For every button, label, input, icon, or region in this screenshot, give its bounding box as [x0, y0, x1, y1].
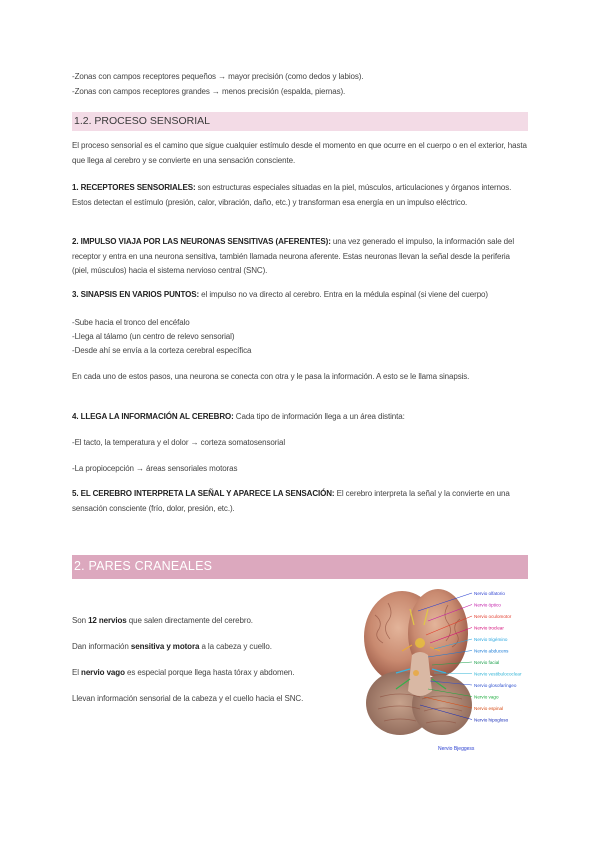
nerve-label: Nervio vago	[474, 694, 499, 700]
nerve-label: Nervio facial	[474, 659, 500, 665]
nerve-label: Nervio hipogloso	[474, 717, 509, 723]
pares-line-2-pre: Dan información	[72, 642, 131, 651]
step-1-text: son estructuras especiales situadas en la piel, músculos, articulaciones y órganos internos. Estos detectan el estímulo (presión, calor, vibración, daño, etc.) y transforman esa energía en un impulso eléctrico.	[72, 183, 512, 207]
section-heading-proceso-sensorial	[72, 112, 528, 131]
step-4-title: 4. LLEGA LA INFORMACIÓN AL CEREBRO:	[72, 412, 234, 421]
brainstem	[408, 652, 432, 696]
nerve-label: Nervio abducens	[474, 648, 509, 654]
step-1-paragraph	[72, 181, 528, 210]
section-heading-text: 2. PARES CRANEALES	[74, 559, 213, 573]
step-5-paragraph	[72, 487, 528, 516]
step-3-text: el impulso no va directo al cerebro. Entra en la médula espinal (si viene del cuerpo)	[199, 290, 488, 299]
step-1-title: 1. RECEPTORES SENSORIALES:	[72, 183, 196, 192]
nerve-label: Nervio glosofaríngeo	[474, 682, 517, 688]
step-2-paragraph	[72, 235, 528, 279]
step-3-note: En cada uno de estos pasos, una neurona se conecta con otra y le pasa la información. A esto se le llama sinapsis.	[72, 372, 470, 381]
nerve-label: Nervio espinal	[474, 705, 504, 711]
nerve-label: Nervio troclear	[474, 625, 504, 631]
pares-line-3-bold: nervio vago	[81, 668, 125, 677]
pares-line-1	[72, 614, 352, 629]
pares-line-2-bold: sensitiva y motora	[130, 642, 200, 651]
pares-line-4-text: Llevan información sensorial de la cabeza y el cuello hacia el SNC.	[72, 694, 304, 703]
step-4-text: Cada tipo de información llega a un área distinta:	[233, 412, 405, 421]
step-4-sub-1: -El tacto, la temperatura y el dolor → corteza somatosensorial	[72, 438, 286, 447]
pares-line-3-post: es especial porque llega hasta tórax y abdomen.	[124, 668, 295, 677]
pares-line-2	[72, 640, 352, 655]
step-2-text: una vez generado el impulso, la información sale del receptor y entra en una neurona sensitiva, también llamada neurona aferente. Estas neuronas llevan la señal desde la periferia (piel, músculos) hacia el sistema nervioso central (SNC).	[72, 237, 515, 275]
figure-bottom-label: Nervio Bjeggess	[438, 746, 475, 752]
step-3-paragraph	[72, 288, 528, 303]
section-intro-paragraph: El proceso sensorial es el camino que sigue cualquier estímulo desde el momento en que ocurre en el cuerpo o en el exterior, hasta que llega al cerebro y se convierte en una sensación consciente.	[72, 141, 527, 165]
intro-line-1: -Zonas con campos receptores pequeños → mayor precisión (como dedos y labios).	[72, 72, 364, 81]
step-5-text: El cerebro interpreta la señal y la convierte en una sensación consciente (frío, dolor, presión, etc.).	[72, 489, 510, 513]
cranial-nerves-brain-image	[360, 585, 530, 753]
pares-line-3-pre: El	[72, 668, 82, 677]
pares-line-4	[72, 692, 352, 707]
step-3-sub-1: -Sube hacia el tronco del encéfalo	[72, 318, 190, 327]
step-4-paragraph	[72, 410, 528, 425]
step-3-sub-3: -Desde ahí se envía a la corteza cerebral específica	[72, 346, 252, 355]
intro-line-2: -Zonas con campos receptores grandes → menos precisión (espalda, piernas).	[72, 87, 346, 96]
step-3-title: 3. SINAPSIS EN VARIOS PUNTOS:	[72, 290, 200, 299]
section-heading-text: 1.2. PROCESO SENSORIAL	[74, 115, 210, 127]
pares-line-2-post: a la cabeza y cuello.	[199, 642, 272, 651]
section-heading-pares-craneales	[72, 555, 528, 579]
step-2-title: 2. IMPULSO VIAJA POR LAS NEURONAS SENSITIVAS (AFERENTES):	[72, 237, 331, 246]
nerve-label: Nervio óptico	[474, 602, 501, 608]
pares-line-1-post: que salen directamente del cerebro.	[126, 616, 253, 625]
nerve-label: Nervio vestibulococlear	[474, 671, 522, 677]
step-3-sub-2: -Llega al tálamo (un centro de relevo sensorial)	[72, 332, 235, 341]
step-5-title: 5. EL CEREBRO INTERPRETA LA SEÑAL Y APARECE LA SENSACIÓN:	[72, 489, 335, 498]
pares-line-1-pre: Son	[72, 616, 89, 625]
pares-line-3	[72, 666, 352, 681]
nerve-label: Nervio oculomotor	[474, 613, 512, 619]
step-4-sub-2: -La propiocepción → áreas sensoriales motoras	[72, 464, 238, 473]
pares-line-1-bold: 12 nervios	[88, 616, 127, 625]
nerve-label: Nervio trigémino	[474, 636, 508, 642]
nerve-label: Nervio olfatorio	[474, 590, 505, 596]
